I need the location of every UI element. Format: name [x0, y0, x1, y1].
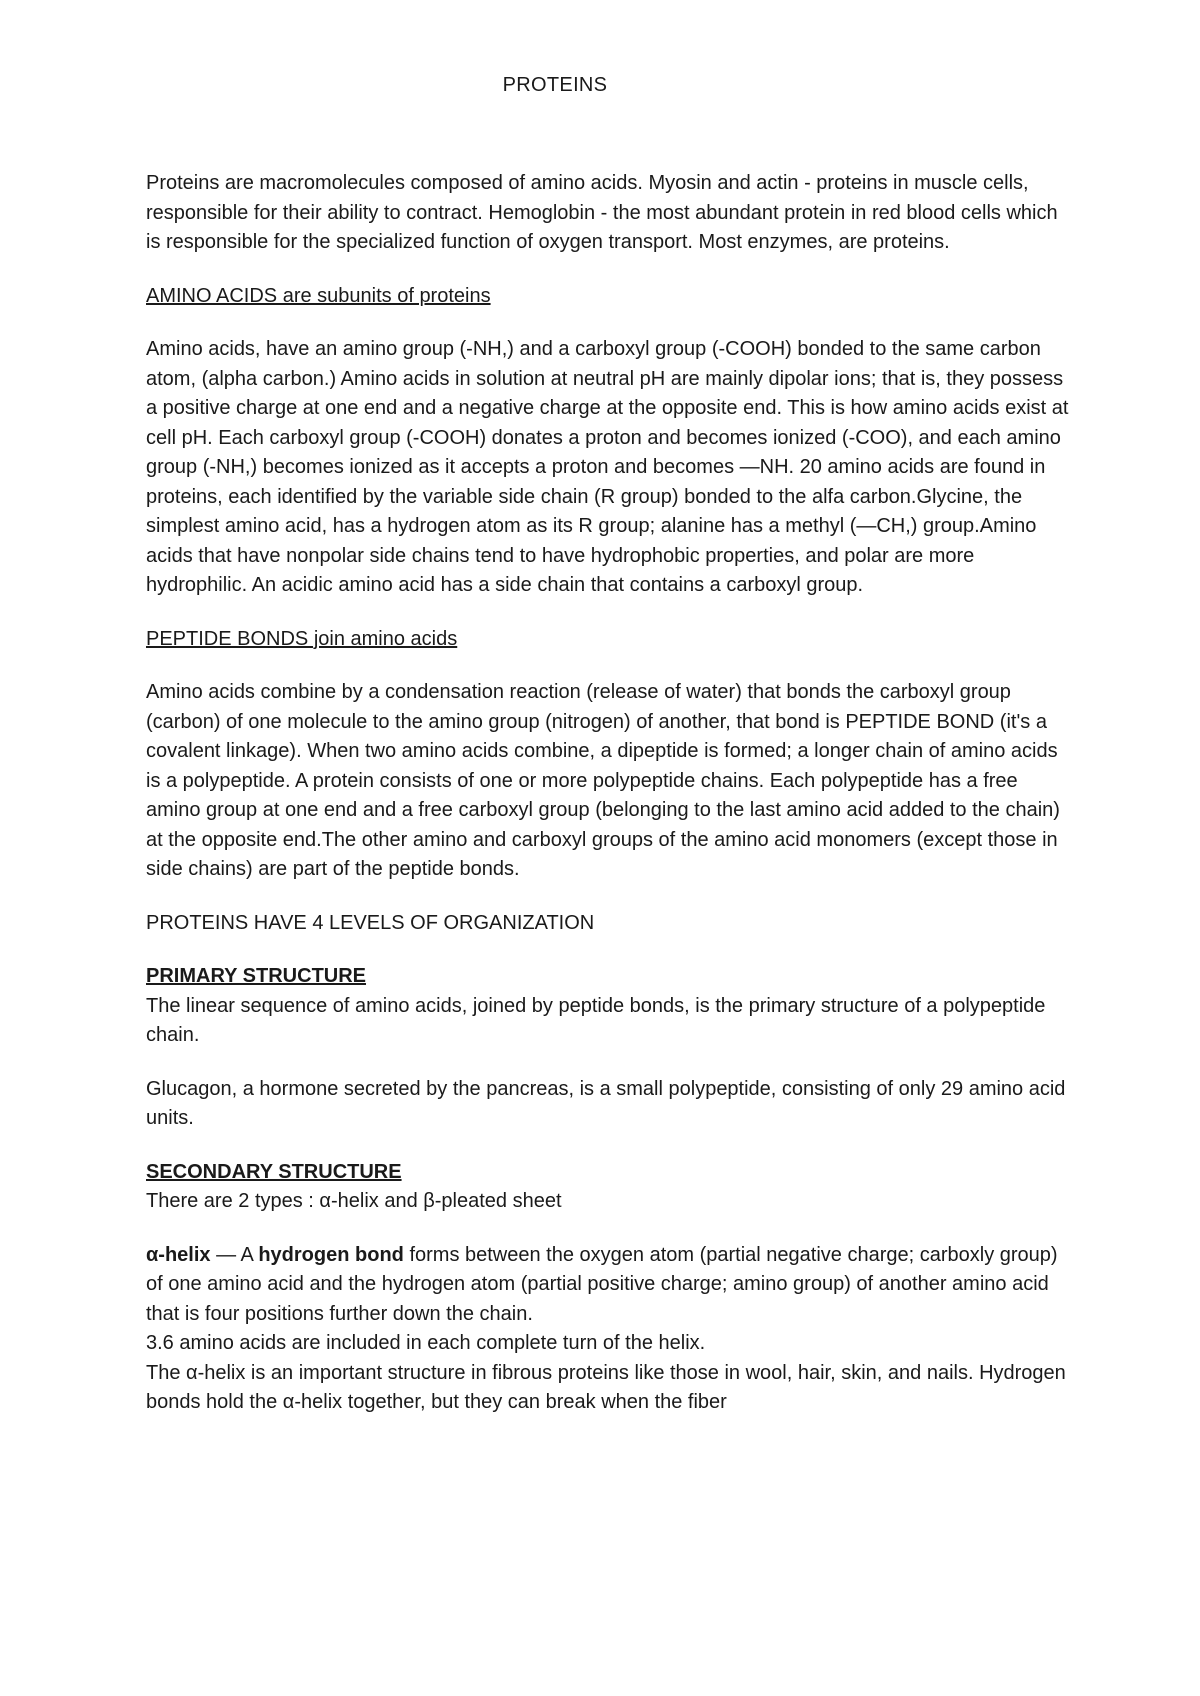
alpha-helix-term: α-helix [146, 1243, 211, 1266]
glucagon-paragraph: Glucagon, a hormone secreted by the pancreas, is a small polypeptide, consisting of only 29 amino acid units. [146, 1077, 1066, 1129]
amino-acids-paragraph: Amino acids, have an amino group (-NH,) and a carboxyl group (-COOH) bonded to the same carbon atom, (alpha carbon.) Amino acids in solution at neutral pH are mainly dipolar ions; that is, they possess a positive charge at one end and a negative charge at the opposite end. This is how amino acids exist at cell pH. Each carboxyl group (-COOH) donates a proton and becomes ionized (-COO), and each amino group (-NH,) becomes ionized as it accepts a proton and becomes —NH. 20 amino acids are found in proteins, each identified by the variable side chain (R group) bonded to the alfa carbon.Glycine, the simplest amino acid, has a hydrogen atom as its R group; alanine has a methyl (—CH,) group.Amino acids that have nonpolar side chains tend to have hydrophobic properties, and polar are more hydrophilic. An acidic amino acid has a side chain that contains a carboxyl group. [146, 338, 1069, 596]
peptide-bonds-paragraph: Amino acids combine by a condensation reaction (release of water) that bonds the carboxyl group (carbon) of one molecule to the amino group (nitrogen) of another, that bond is PEPTIDE BOND (it's a covalent linkage). When two amino acids combine, a dipeptide is formed; a longer chain of amino acids is a polypeptide. A protein consists of one or more polypeptide chains. Each polypeptide has a free amino group at one end and a free carboxyl group (belonging to the last amino acid added to the chain) at the opposite end.The other amino and carboxyl groups of the amino acid monomers (except those in side chains) are part of the peptide bonds. [146, 681, 1060, 880]
peptide-bonds-heading: PEPTIDE BONDS join amino acids [146, 627, 458, 650]
secondary-structure-heading: SECONDARY STRUCTURE [146, 1160, 402, 1183]
hydrogen-bond-term: hydrogen bond [258, 1243, 404, 1266]
primary-structure-paragraph: The linear sequence of amino acids, joined by peptide bonds, is the primary structure of a polypeptide chain. [146, 994, 1046, 1046]
helix-turn-line: 3.6 amino acids are included in each complete turn of the helix. [146, 1332, 706, 1354]
alpha-helix-dash: — A [210, 1243, 259, 1266]
primary-structure-heading: PRIMARY STRUCTURE [146, 965, 367, 987]
amino-acids-heading: AMINO ACIDS are subunits of proteins [146, 284, 491, 307]
intro-paragraph: Proteins are macromolecules composed of amino acids. Myosin and actin - proteins in muscle cells, responsible for their ability to contract. Hemoglobin - the most abundant protein in red blood cells which is responsible for the specialized function of oxygen transport. Most enzymes, are proteins. [146, 172, 1058, 253]
helix-fibrous-paragraph: The α-helix is an important structure in fibrous proteins like those in wool, hair, skin, and nails. Hydrogen bonds hold the α-helix together, but they can break when the fiber [146, 1361, 1066, 1413]
levels-heading: PROTEINS HAVE 4 LEVELS OF ORGANIZATION [146, 911, 595, 934]
secondary-types-line: There are 2 types : α-helix and β-pleated sheet [146, 1190, 562, 1212]
alpha-helix-description: forms between the oxygen atom (partial negative charge; carboxly group) of one amino acid and the hydrogen atom (partial positive charge; amino group) of another amino acid that is four positions further down the chain. [146, 1243, 1058, 1325]
document-body [146, 169, 1076, 1418]
page-title: PROTEINS [502, 74, 608, 96]
alpha-helix-paragraph [146, 1241, 1076, 1330]
